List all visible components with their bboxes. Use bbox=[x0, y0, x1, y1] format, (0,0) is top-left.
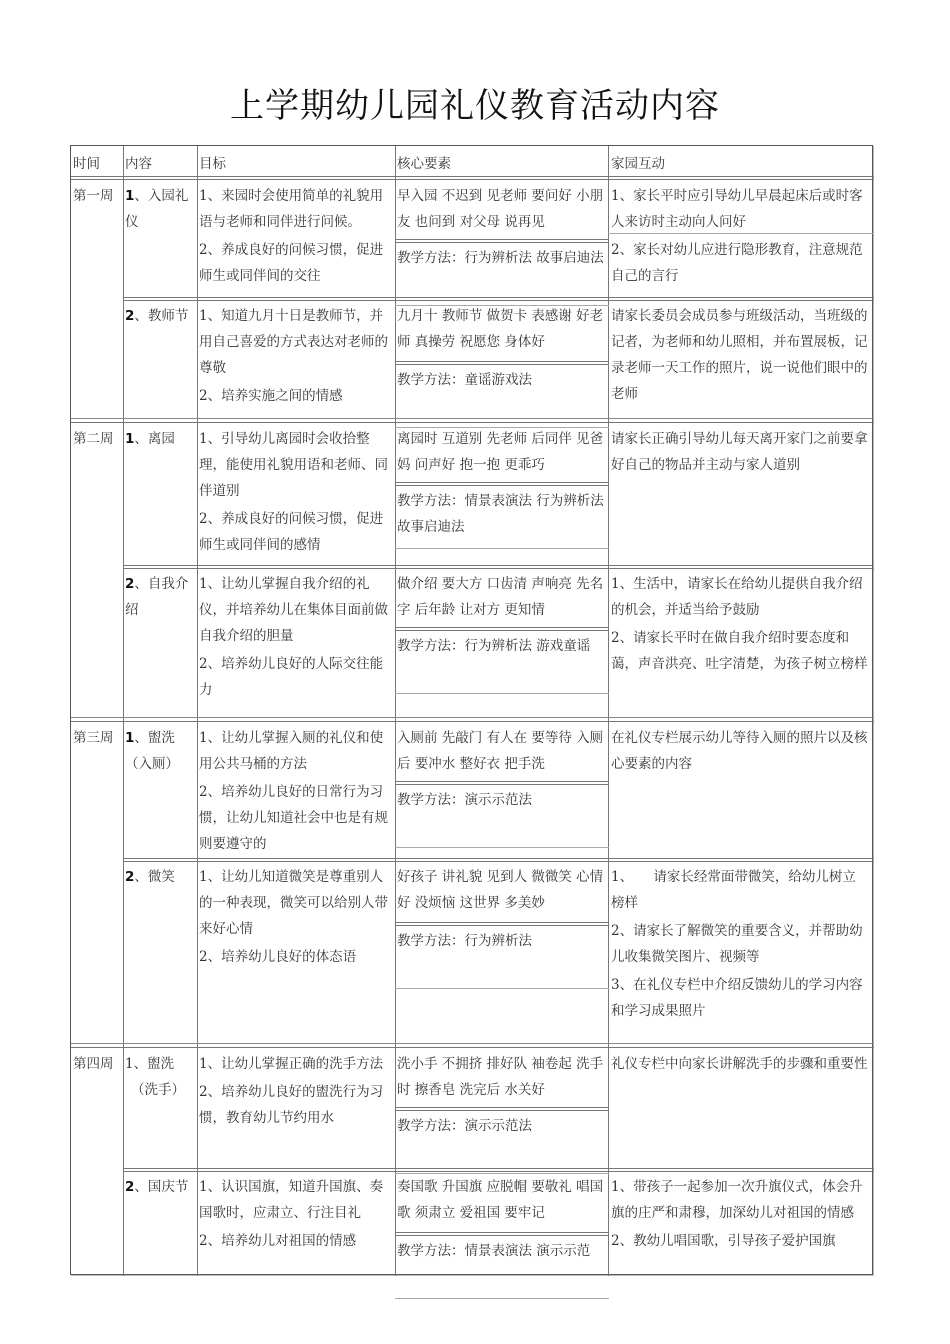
home-item: 1、家长平时应引导幼儿早晨起床后或时客人来访时主动向人问好 bbox=[611, 188, 863, 230]
goal-item: 1、让幼儿掌握正确的洗手方法 bbox=[199, 1056, 384, 1072]
week-divider bbox=[71, 1047, 874, 1048]
core-elements bbox=[397, 1051, 607, 1103]
teaching-method bbox=[397, 488, 607, 540]
home-item: 在礼仪专栏展示幼儿等待入厕的照片以及核心要素的内容 bbox=[611, 730, 868, 772]
activity-divider bbox=[123, 300, 874, 301]
activity-name bbox=[125, 183, 197, 235]
method-text: 教学方法：童谣游戏法 bbox=[397, 372, 532, 388]
home-item: 1、 请家长经常面带微笑，给幼儿树立榜样 bbox=[611, 869, 856, 911]
activity-title bbox=[125, 183, 197, 235]
header-divider bbox=[71, 176, 874, 177]
core-divider bbox=[395, 239, 609, 240]
core-text: 九月十 教师节 做贺卡 表感谢 好老师 真操劳 祝愿您 身体好 bbox=[397, 308, 604, 350]
activity-label: 盥洗（入厕） bbox=[125, 730, 179, 772]
core-box-bottom bbox=[395, 847, 609, 848]
core-text: 离园时 互道别 先老师 后同伴 见爸妈 问声好 抱一抱 更乖巧 bbox=[397, 431, 604, 473]
week-divider bbox=[71, 179, 874, 180]
week-label bbox=[73, 426, 121, 452]
core-divider bbox=[395, 784, 609, 785]
goal-item: 2、培养幼儿良好的盥洗行为习惯，教育幼儿节约用水 bbox=[199, 1084, 384, 1126]
activity-name bbox=[125, 1051, 197, 1103]
activity-title bbox=[125, 571, 197, 623]
activity-label: 教师节 bbox=[147, 308, 189, 324]
week-label bbox=[73, 1051, 121, 1077]
goal-item: 1、来园时会使用简单的礼貌用语与老师和同伴进行问候。 bbox=[199, 188, 384, 230]
goal-item: 1、让幼儿知道微笑是尊重别人的一种表现，微笑可以给别人带来好心情 bbox=[199, 869, 388, 937]
goal-item: 2、养成良好的问候习惯，促进师生或同伴间的交往 bbox=[199, 242, 384, 284]
week-name: 第四周 bbox=[73, 1056, 114, 1072]
activity-sep: 、 bbox=[134, 188, 148, 204]
teaching-method bbox=[397, 1238, 607, 1264]
header-core: 核心要素 bbox=[397, 156, 451, 172]
activity-title bbox=[125, 725, 197, 777]
core-box-bottom bbox=[395, 1298, 609, 1299]
activity-label: 1、盥洗 bbox=[125, 1056, 175, 1072]
activity-title bbox=[125, 426, 197, 452]
teaching-method bbox=[397, 367, 607, 393]
activity-name bbox=[125, 864, 197, 890]
core-divider bbox=[395, 485, 609, 486]
week-label bbox=[73, 725, 121, 751]
activity-number: 2 bbox=[125, 308, 135, 324]
core-box-bottom bbox=[395, 988, 609, 989]
activity-divider bbox=[123, 565, 874, 566]
week-name: 第二周 bbox=[73, 431, 114, 447]
home-item: 请家长委员会成员参与班级活动，当班级的记者，为老师和幼儿照相，并布置展板，记录老师一天工作的照片，说一说他们眼中的老师 bbox=[611, 308, 868, 402]
activity-number: 1 bbox=[125, 188, 135, 204]
teaching-method bbox=[397, 787, 607, 813]
core-text: 入厕前 先敲门 有人在 要等待 入厕后 要冲水 整好衣 把手洗 bbox=[397, 730, 604, 772]
core-elements bbox=[397, 725, 607, 777]
activity-number: 1 bbox=[125, 730, 135, 746]
header-content: 内容 bbox=[125, 156, 152, 172]
activity-number: 2 bbox=[125, 1179, 135, 1195]
core-divider bbox=[395, 1232, 609, 1233]
activity-number: 1 bbox=[125, 431, 135, 447]
home-interaction bbox=[611, 864, 869, 1024]
home-item: 2、请家长平时在做自我介绍时要态度和蔼，声音洪亮、吐字清楚，为孩子树立榜样 bbox=[611, 630, 868, 672]
goal-item: 1、让幼儿掌握入厕的礼仪和使用公共马桶的方法 bbox=[199, 730, 384, 772]
activity-title bbox=[125, 303, 197, 329]
activity-sep: 、 bbox=[134, 308, 148, 324]
core-elements bbox=[397, 864, 607, 916]
activity-divider bbox=[123, 1168, 874, 1169]
activity-label: 离园 bbox=[147, 431, 175, 447]
goal-item: 2、培养幼儿良好的日常行为习惯，让幼儿知道社会中也是有规则要遵守的 bbox=[199, 784, 388, 852]
method-text: 教学方法：情景表演法 演示示范 bbox=[397, 1243, 591, 1259]
home-interaction bbox=[611, 426, 869, 478]
core-text: 奏国歌 升国旗 应脱帽 要敬礼 唱国歌 须肃立 爱祖国 要牢记 bbox=[397, 1179, 604, 1221]
activity-sep: 、 bbox=[134, 576, 148, 592]
method-text: 教学方法：行为辨析法 游戏童谣 bbox=[397, 638, 591, 654]
goal-cell bbox=[199, 303, 396, 409]
activity-divider bbox=[123, 1171, 874, 1172]
activity-number: 2 bbox=[125, 869, 135, 885]
core-divider bbox=[395, 1110, 609, 1111]
home-interaction bbox=[611, 725, 869, 777]
core-divider bbox=[395, 361, 609, 362]
activity-name bbox=[125, 303, 197, 329]
core-elements bbox=[397, 426, 607, 478]
core-divider bbox=[395, 1107, 609, 1108]
teaching-method bbox=[397, 1113, 607, 1139]
header-time: 时间 bbox=[73, 156, 100, 172]
week-divider bbox=[71, 1043, 874, 1044]
activity-divider bbox=[123, 297, 874, 298]
week-divider bbox=[71, 717, 874, 718]
activity-label: （洗手） bbox=[131, 1082, 185, 1098]
core-box-bottom bbox=[395, 548, 609, 549]
home-interaction bbox=[611, 571, 869, 677]
activity-title bbox=[125, 1174, 197, 1200]
activity-name bbox=[125, 1174, 197, 1200]
home-item: 请家长正确引导幼儿每天离开家门之前要拿好自己的物品并主动与家人道别 bbox=[611, 431, 868, 473]
home-item: 1、带孩子一起参加一次升旗仪式，体会升旗的庄严和肃穆，加深幼儿对祖国的情感 bbox=[611, 1179, 863, 1221]
home-interaction bbox=[611, 1174, 869, 1254]
week-divider bbox=[71, 418, 874, 419]
activity-name bbox=[125, 725, 197, 777]
core-text: 做介绍 要大方 口齿清 声响亮 先名字 后年龄 让对方 更知情 bbox=[397, 576, 604, 618]
method-text: 教学方法：演示示范法 bbox=[397, 1118, 532, 1134]
teaching-method bbox=[397, 633, 607, 659]
column-divider bbox=[197, 146, 198, 1276]
activity-table bbox=[70, 145, 873, 1275]
activity-name bbox=[125, 571, 197, 623]
goal-cell bbox=[199, 1051, 396, 1131]
week-divider bbox=[71, 721, 874, 722]
goal-item: 2、培养幼儿良好的人际交往能力 bbox=[199, 656, 384, 698]
activity-label: 微笑 bbox=[147, 869, 175, 885]
column-divider bbox=[123, 146, 124, 1276]
core-elements bbox=[397, 1174, 607, 1226]
core-divider bbox=[395, 364, 609, 365]
teaching-method bbox=[397, 928, 607, 954]
goal-item: 2、培养幼儿对祖国的情感 bbox=[199, 1233, 357, 1249]
goal-cell bbox=[199, 571, 396, 703]
method-text: 教学方法：行为辨析法 故事启迪法 bbox=[397, 250, 604, 266]
header-goal: 目标 bbox=[199, 156, 226, 172]
activity-label: 入园礼仪 bbox=[125, 188, 189, 230]
goal-item: 2、培养幼儿良好的体态语 bbox=[199, 949, 357, 965]
goal-item: 1、认识国旗，知道升国旗、奏国歌时，应肃立、行注目礼 bbox=[199, 1179, 384, 1221]
activity-label: 国庆节 bbox=[147, 1179, 189, 1195]
home-divider bbox=[608, 233, 874, 234]
core-elements bbox=[397, 303, 607, 355]
goal-cell bbox=[199, 864, 396, 970]
home-item: 2、家长对幼儿应进行隐形教育，注意规范自己的言行 bbox=[611, 242, 863, 284]
activity-divider bbox=[123, 568, 874, 569]
goal-cell bbox=[199, 1174, 396, 1254]
activity-title bbox=[125, 864, 197, 890]
activity-sep: 、 bbox=[134, 730, 148, 746]
week-label bbox=[73, 183, 121, 209]
core-divider bbox=[395, 781, 609, 782]
core-divider bbox=[395, 925, 609, 926]
goal-item: 2、养成良好的问候习惯，促进师生或同伴间的感情 bbox=[199, 511, 384, 553]
core-text: 好孩子 讲礼貌 见到人 微微笑 心情好 没烦恼 这世界 多美妙 bbox=[397, 869, 604, 911]
goal-item: 2、培养实施之间的情感 bbox=[199, 388, 343, 404]
home-item: 1、生活中，请家长在给幼儿提供自我介绍的机会，并适当给予鼓励 bbox=[611, 576, 863, 618]
week-divider bbox=[71, 422, 874, 423]
goal-cell bbox=[199, 426, 396, 558]
goal-item: 1、引导幼儿离园时会收拾整理，能使用礼貌用语和老师、同伴道别 bbox=[199, 431, 388, 499]
home-interaction bbox=[611, 1051, 869, 1077]
method-text: 教学方法：情景表演法 行为辨析法 故事启迪法 bbox=[397, 493, 604, 535]
teaching-method bbox=[397, 245, 607, 271]
home-item: 2、教幼儿唱国歌，引导孩子爱护国旗 bbox=[611, 1233, 836, 1249]
activity-divider bbox=[123, 861, 874, 862]
core-divider bbox=[395, 630, 609, 631]
goal-cell bbox=[199, 183, 396, 289]
page-title: 上学期幼儿园礼仪教育活动内容 bbox=[230, 86, 720, 126]
home-item: 2、请家长了解微笑的重要含义，并帮助幼儿收集微笑图片、视频等 bbox=[611, 923, 863, 965]
activity-name bbox=[125, 426, 197, 452]
core-text: 早入园 不迟到 见老师 要问好 小朋友 也问到 对父母 说再见 bbox=[397, 188, 604, 230]
core-divider bbox=[395, 627, 609, 628]
activity-label: 自我介绍 bbox=[125, 576, 189, 618]
core-text: 洗小手 不拥挤 排好队 袖卷起 洗手时 擦香皂 洗完后 水关好 bbox=[397, 1056, 604, 1098]
week-name: 第三周 bbox=[73, 730, 114, 746]
activity-sep: 、 bbox=[134, 869, 148, 885]
core-divider bbox=[395, 482, 609, 483]
home-item: 3、在礼仪专栏中介绍反馈幼儿的学习内容和学习成果照片 bbox=[611, 977, 863, 1019]
core-elements bbox=[397, 571, 607, 623]
core-divider bbox=[395, 922, 609, 923]
home-item: 礼仪专栏中向家长讲解洗手的步骤和重要性 bbox=[611, 1056, 868, 1072]
header-home: 家园互动 bbox=[611, 156, 665, 172]
core-box-bottom bbox=[395, 693, 609, 694]
home-interaction bbox=[611, 183, 869, 289]
method-text: 教学方法：行为辨析法 bbox=[397, 933, 532, 949]
activity-sep: 、 bbox=[134, 1179, 148, 1195]
core-divider bbox=[395, 1235, 609, 1236]
goal-item: 1、让幼儿掌握自我介绍的礼仪，并培养幼儿在集体目面前做自我介绍的胆量 bbox=[199, 576, 388, 644]
method-text: 教学方法：演示示范法 bbox=[397, 792, 532, 808]
goal-cell bbox=[199, 725, 396, 857]
home-interaction bbox=[611, 303, 869, 407]
activity-number: 2 bbox=[125, 576, 135, 592]
core-divider bbox=[395, 242, 609, 243]
activity-sep: 、 bbox=[134, 431, 148, 447]
goal-item: 1、知道九月十日是教师节，并用自己喜爱的方式表达对老师的尊敬 bbox=[199, 308, 388, 376]
core-elements bbox=[397, 183, 607, 235]
activity-divider bbox=[123, 858, 874, 859]
week-name: 第一周 bbox=[73, 188, 114, 204]
